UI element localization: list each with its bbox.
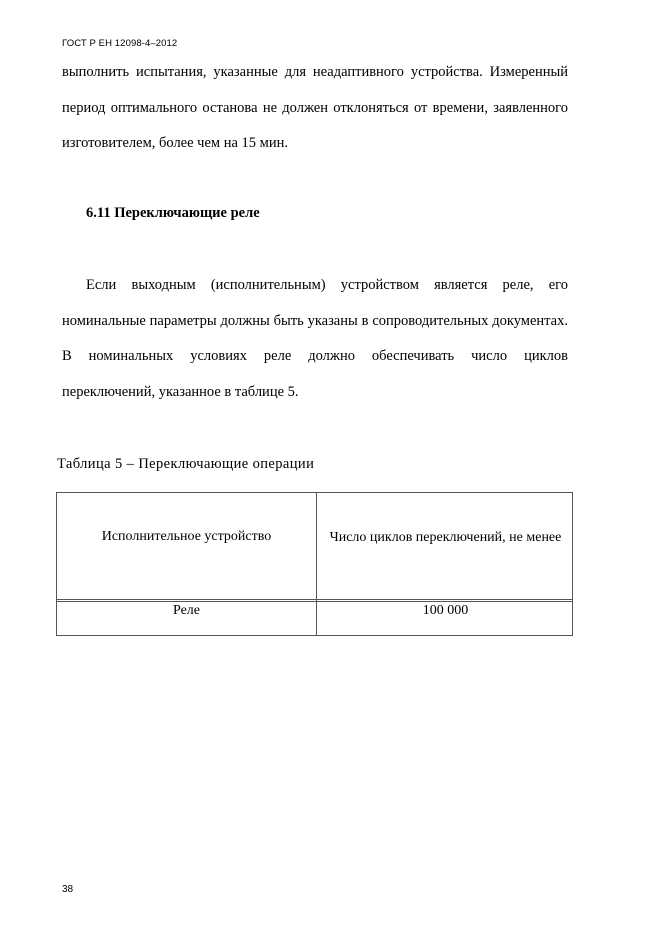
paragraph-relay: Если выходным (исполнительным) устройством является реле, его номинальные параметры должны быть указаны в сопроводительных документах. В номинальных условиях реле должно обеспечивать число циклов переключений, указанное в таблице 5. — [62, 277, 568, 400]
table-cell-cycles: 100 000 — [422, 603, 469, 618]
table-header-divider — [57, 599, 572, 602]
table-header-cycles: Число циклов переключений, не менее — [329, 530, 562, 545]
switching-operations-table — [56, 492, 573, 636]
page-number: 38 — [62, 884, 74, 895]
document-header: ГОСТ Р ЕН 12098-4–2012 — [62, 38, 178, 49]
section-title: 6.11 Переключающие реле — [86, 205, 260, 221]
table-cell-device: Реле — [172, 603, 200, 618]
paragraph-continuation: выполнить испытания, указанные для неадаптивного устройства. Измеренный период оптимального останова не должен отклоняться от времени, заявленного изготовителем, более чем на 15 мин. — [62, 64, 568, 151]
table-caption: Таблица 5 – Переключающие операции — [57, 456, 315, 472]
table-header-device: Исполнительное устройство — [101, 529, 272, 544]
